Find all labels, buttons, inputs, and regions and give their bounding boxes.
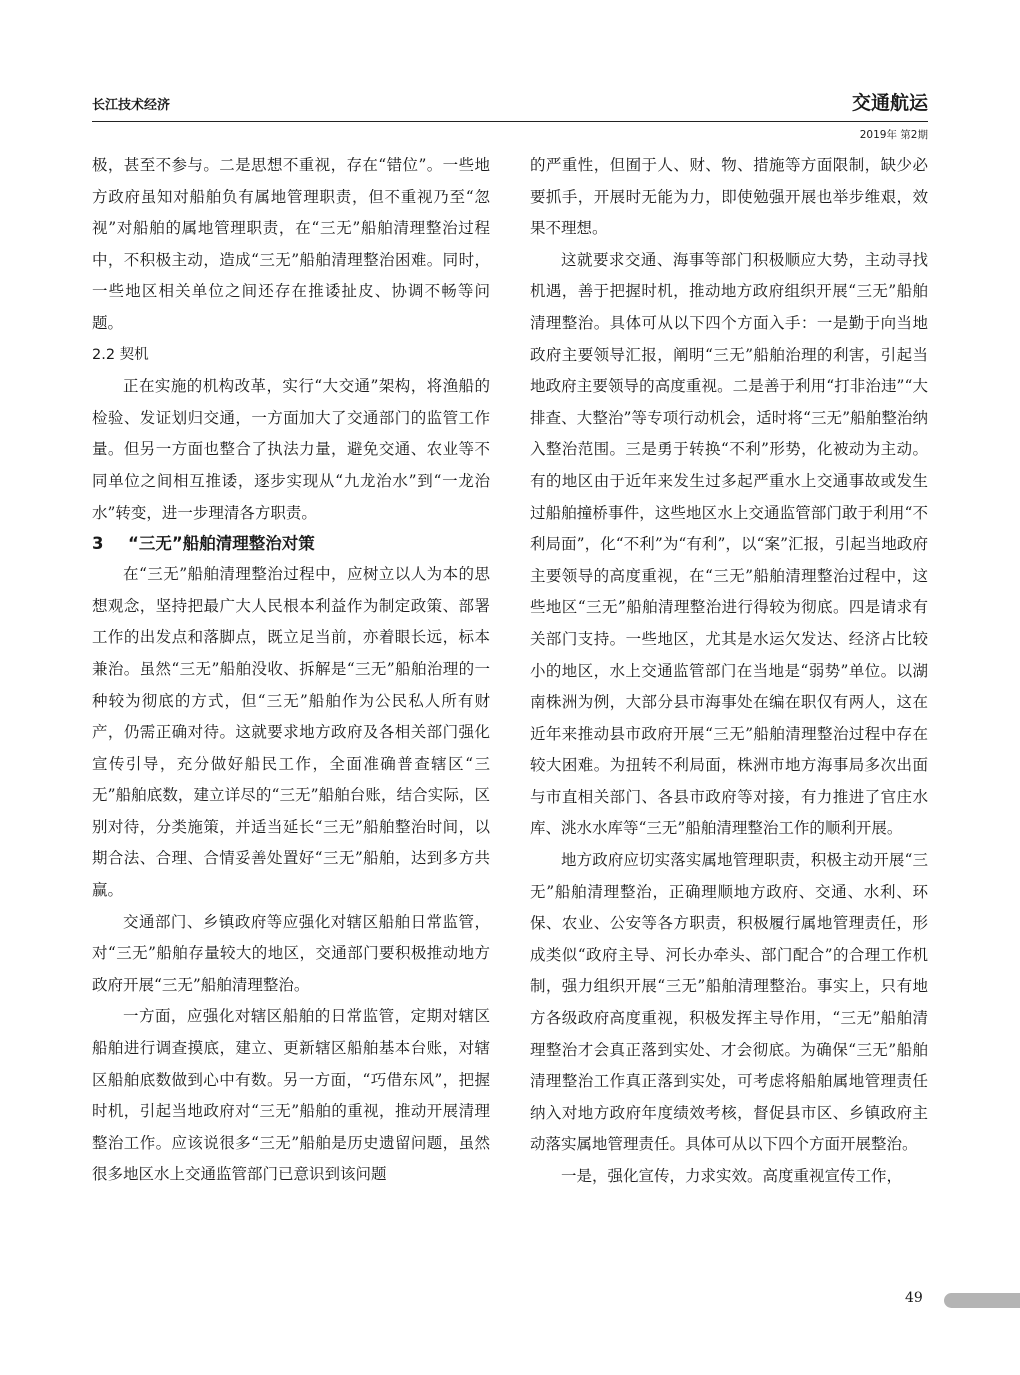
paragraph: 交通部门、乡镇政府等应强化对辖区船舶日常监管，对“三无”船舶存量较大的地区，交通部门要积极推动地方政府开展“三无”船舶清理整治。 xyxy=(92,912,490,994)
paragraph: 正在实施的机构改革，实行“大交通”架构，将渔船的检验、发证划归交通，一方面加大了交通部门的监管工作量。但另一方面也整合了执法力量，避免交通、农业等不同单位之间相互推诿，逐步实现从“九龙治水”到“一龙治水”转变，进一步理清各方职责。 xyxy=(92,377,490,522)
paragraph: 的严重性，但囿于人、财、物、措施等方面限制，缺少必要抓手，开展时无能为力，即使勉强开展也举步维艰，效果不理想。 xyxy=(530,156,928,238)
left-column xyxy=(92,150,490,1191)
paragraph: 在“三无”船舶清理整治过程中，应树立以人为本的思想观念，坚持把最广大人民根本利益作为制定政策、部署工作的出发点和落脚点，既立足当前，亦着眼长远，标本兼治。虽然“三无”船舶没收、拆解是“三无”船舶治理的一种较为彻底的方式，但“三无”船舶作为公民私人所有财产，仍需正确对待。这就要求地方政府及各相关部门强化宣传引导，充分做好船民工作，全面准确普查辖区“三无”船舶底数，建立详尽的“三无”船舶台账，结合实际，区别对待，分类施策，并适当延长“三无”船舶整治时间，以期合法、合理、合情妥善处置好“三无”船舶，达到多方共赢。 xyxy=(92,565,490,900)
page-number: 49 xyxy=(905,1290,923,1306)
section-number: 3 xyxy=(92,534,104,554)
subsection-heading: 2.2 契机 xyxy=(92,346,149,363)
paragraph: 一是，强化宣传，力求实效。高度重视宣传工作， xyxy=(561,1167,903,1185)
header-rule xyxy=(92,121,928,122)
section-title: “三无”船舶清理整治对策 xyxy=(128,534,315,554)
paragraph: 地方政府应切实落实属地管理职责，积极主动开展“三无”船舶清理整治，正确理顺地方政府、交通、水利、环保、农业、公安等各方职责，积极履行属地管理责任，形成类似“政府主导、河长办牵头、部门配合”的合理工作机制，强力组织开展“三无”船舶清理整治。事实上，只有地方各级政府高度重视，积极发挥主导作用，“三无”船舶清理整治才会真正落到实处、才会彻底。为确保“三无”船舶清理整治工作真正落到实处，可考虑将船舶属地管理责任纳入对地方政府年度绩效考核，督促县市区、乡镇政府主动落实属地管理责任。具体可从以下四个方面开展整治。 xyxy=(530,851,928,1154)
journal-name: 长江技术经济 xyxy=(92,98,171,113)
issue-label: 2019年 第2期 xyxy=(859,129,928,141)
paragraph: 一方面，应强化对辖区船舶的日常监管，定期对辖区船舶进行调查摸底，建立、更新辖区船舶基本台账，对辖区船舶底数做到心中有数。另一方面，“巧借东风”，把握时机，引起当地政府对“三无”船舶的重视，推动开展清理整治工作。应该说很多“三无”船舶是历史遗留问题，虽然很多地区水上交通监管部门已意识到该问题 xyxy=(92,1007,490,1184)
section-heading xyxy=(92,529,490,559)
right-column xyxy=(530,150,928,1193)
running-header xyxy=(92,90,928,122)
paragraph: 这就要求交通、海事等部门积极顺应大势，主动寻找机遇，善于把握时机，推动地方政府组织开展“三无”船舶清理整治。具体可从以下四个方面入手：一是勤于向当地政府主要领导汇报，阐明“三无”船舶治理的利害，引起当地政府主要领导的高度重视。二是善于利用“打非治违”“大排查、大整治”等专项行动机会，适时将“三无”船舶整治纳入整治范围。三是勇于转换“不利”形势，化被动为主动。有的地区由于近年来发生过多起严重水上交通事故或发生过船舶撞桥事件，这些地区水上交通监管部门敢于利用“不利局面”，化“不利”为“有利”，以“案”汇报，引起当地政府主要领导的高度重视，在“三无”船舶清理整治过程中，这些地区“三无”船舶清理整治进行得较为彻底。四是请求有关部门支持。一些地区，尤其是水运欠发达、经济占比较小的地区，水上交通监管部门在当地是“弱势”单位。以湖南株洲为例，大部分县市海事处在编在职仅有两人，这在近年来推动县市政府开展“三无”船舶清理整治过程中存在较大困难。为扭转不利局面，株洲市地方海事局多次出面与市直相关部门、各县市政府等对接，有力推进了官庄水库、洮水水库等“三无”船舶清理整治工作的顺利开展。 xyxy=(530,250,928,838)
paragraph: 极，甚至不参与。二是思想不重视，存在“错位”。一些地方政府虽知对船舶负有属地管理职责，但不重视乃至“忽视”对船舶的属地管理职责，在“三无”船舶清理整治过程中，不积极主动，造成“三无”船舶清理整治困难。同时，一些地区相关单位之间还存在推诿扯皮、协调不畅等问题。 xyxy=(92,156,490,332)
page-edge-tab xyxy=(944,1293,1020,1308)
section-name: 交通航运 xyxy=(851,92,928,114)
